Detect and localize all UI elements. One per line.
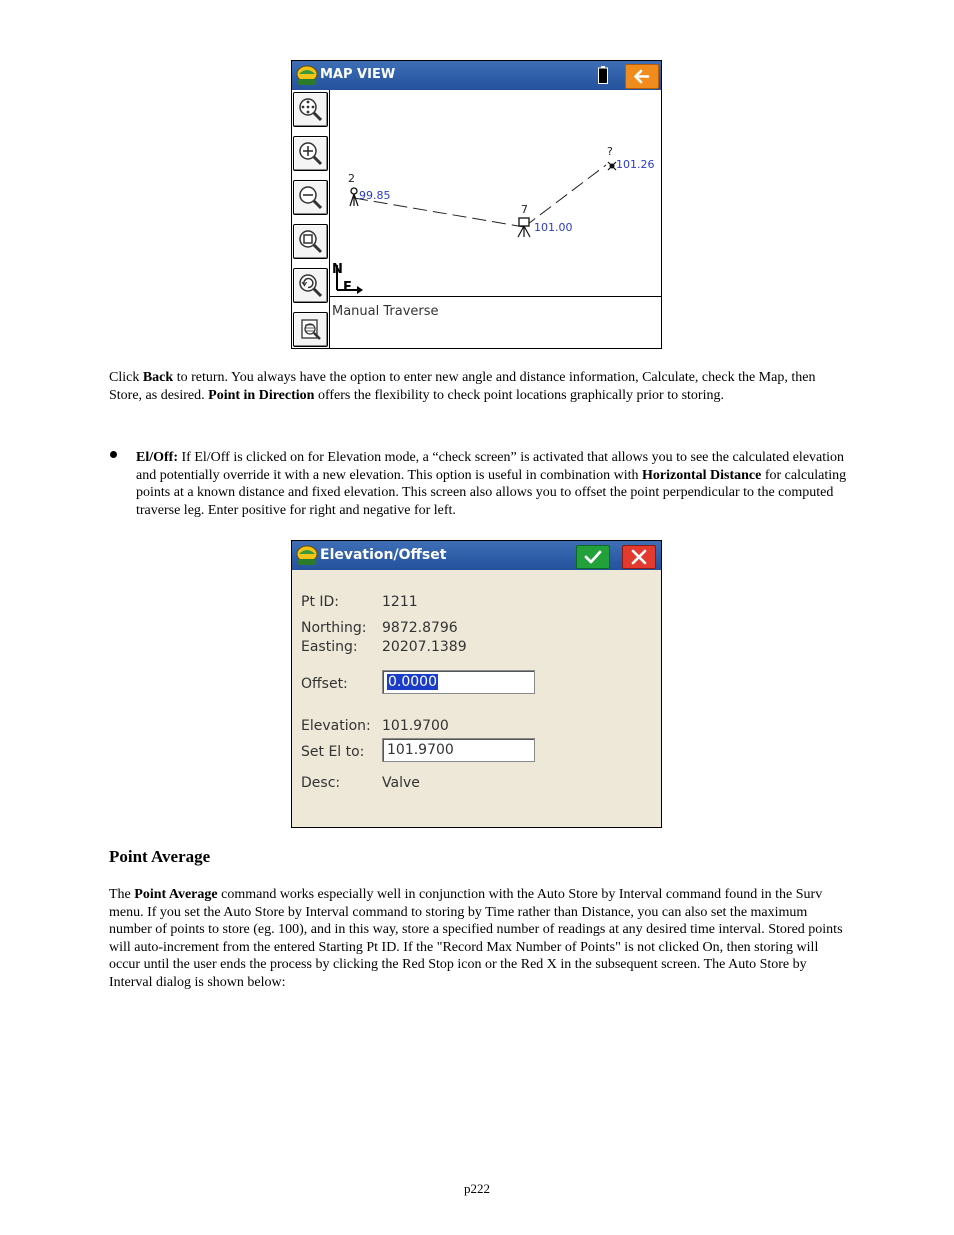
- east-label: E: [343, 280, 352, 295]
- offset-input-value: 0.0000: [388, 674, 437, 690]
- point-label-elevation: 101.00: [534, 221, 573, 234]
- point-label-id: ?: [607, 145, 613, 158]
- elevation-offset-title: Elevation/Offset: [320, 547, 447, 563]
- back-instructions-paragraph: Click Back to return. You always have the option to enter new angle and distance information, Calculate, check the Map, then Store, as desired. Point in Direction offers the flexibility to check point locations graphically prior to storing.: [109, 370, 816, 403]
- map-canvas[interactable]: [330, 90, 661, 297]
- point-label-id: 7: [521, 203, 528, 216]
- map-view-screenshot: [291, 60, 662, 349]
- checkmark-icon: [577, 546, 609, 568]
- app-logo-icon: [295, 544, 319, 567]
- zoom-extents-button[interactable]: [293, 92, 328, 127]
- elevation-label: Elevation:: [301, 718, 371, 734]
- back-button[interactable]: [625, 64, 659, 89]
- point-label-id: 2: [348, 172, 355, 185]
- zoom-previous-icon: [297, 272, 324, 299]
- page-number: p222: [464, 1181, 490, 1196]
- map-settings-icon: [297, 316, 324, 343]
- pt-id-value: 1211: [382, 594, 418, 610]
- traverse-leg-line: [524, 165, 606, 227]
- easting-label: Easting:: [301, 639, 358, 655]
- zoom-extents-icon: [297, 96, 324, 123]
- map-status-text: Manual Traverse: [332, 304, 439, 319]
- northing-label: Northing:: [301, 620, 367, 636]
- elevation-offset-titlebar: [292, 541, 661, 570]
- desc-label: Desc:: [301, 775, 341, 791]
- bullet-icon: [110, 451, 117, 458]
- point-label-elevation: 101.26: [616, 158, 655, 171]
- north-label: N: [332, 262, 343, 277]
- map-view-titlebar: [292, 61, 661, 90]
- zoom-out-icon: [297, 184, 324, 211]
- set-el-input-value: 101.9700: [387, 742, 454, 758]
- map-settings-button[interactable]: [293, 312, 328, 347]
- back-arrow-icon: [626, 65, 658, 88]
- elevation-offset-dialog: [291, 540, 662, 828]
- easting-value: 20207.1389: [382, 639, 467, 655]
- zoom-previous-button[interactable]: [293, 268, 328, 303]
- instrument-station-icon: [518, 218, 530, 237]
- offset-label: Offset:: [301, 676, 348, 692]
- section-heading: Point Average: [109, 847, 211, 866]
- northing-value: 9872.8796: [382, 620, 458, 636]
- set-el-input[interactable]: [382, 738, 535, 762]
- point-label-elevation: 99.85: [359, 189, 391, 202]
- desc-value: Valve: [382, 775, 420, 791]
- zoom-window-icon: [297, 228, 324, 255]
- cancel-button[interactable]: [622, 545, 656, 569]
- zoom-window-button[interactable]: [293, 224, 328, 259]
- close-icon: [623, 546, 655, 568]
- map-toolbar: [292, 90, 330, 348]
- ok-button[interactable]: [576, 545, 610, 569]
- pt-id-label: Pt ID:: [301, 594, 340, 610]
- battery-icon: [598, 66, 608, 84]
- app-logo-icon: [295, 64, 319, 87]
- zoom-in-icon: [297, 140, 324, 167]
- el-off-bullet-paragraph: El/Off: If El/Off is clicked on for Elevation mode, a “check screen” is activated that allows you to see the calculated elevation and potentially override it with a new elevation. This option is useful in combination with Horizontal Distance for calculating points at a known distance and fixed elevation. This screen also allows you to offset the point perpendicular to the computed traverse leg. Enter positive for right and negative for left.: [136, 450, 847, 518]
- zoom-in-button[interactable]: [293, 136, 328, 171]
- traverse-leg-line: [354, 198, 524, 227]
- tripod-icon: [350, 188, 358, 206]
- set-el-label: Set El to:: [301, 744, 365, 760]
- offset-input[interactable]: [382, 670, 535, 694]
- zoom-out-button[interactable]: [293, 180, 328, 215]
- point-average-paragraph: The Point Average command works especially well in conjunction with the Auto Store by Interval command found in the Surv menu. If you set the Auto Store by Interval command to storing by Time rather than Distance, you can also set the maximum number of points to store (eg. 100), and in this way, store a specified number of readings at any desired time interval. Stored points will auto-increment from the entered Starting Pt ID. If the "Record Max Number of Points" is not clicked On, then storing will occur until the user ends the process by clicking the Red Stop icon or the Red X in the subsequent screen. The Auto Store by Interval dialog is shown below:: [109, 887, 843, 990]
- computed-point-icon: [608, 162, 616, 170]
- map-view-title: MAP VIEW: [320, 67, 396, 82]
- elevation-value: 101.9700: [382, 718, 449, 734]
